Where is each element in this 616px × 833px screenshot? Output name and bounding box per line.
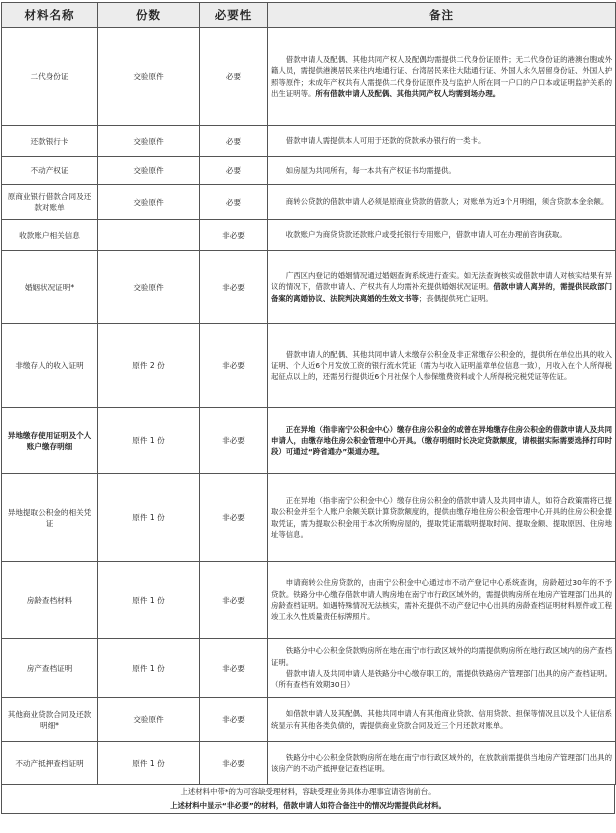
material-note — [268, 562, 616, 639]
material-necessity: 非必要 — [200, 474, 268, 562]
note-paragraph — [271, 424, 612, 458]
material-note — [268, 698, 616, 742]
note-paragraph — [271, 196, 612, 207]
material-qty: 原件 1 份 — [98, 562, 200, 639]
material-note — [268, 28, 616, 126]
table-row — [2, 251, 616, 324]
material-qty: 交验原件 — [98, 28, 200, 126]
material-necessity: 非必要 — [200, 251, 268, 324]
table-row — [2, 324, 616, 408]
material-necessity: 必要 — [200, 28, 268, 126]
table-row — [2, 220, 616, 251]
material-qty: 交验原件 — [98, 185, 200, 220]
material-name: 其他商业贷款合同及还款明细* — [2, 698, 98, 742]
material-qty: 原件 2 份 — [98, 324, 200, 408]
note-text: 申请商转公住房贷款的，由南宁公积金中心通过市不动产登记中心系统查询，房龄超过30年的不予贷款。铁路分中心缴存借款申请人购房地在南宁市行政区域外的，需提供购房所在地房产管理部门出具的房龄查档证明。如遇特殊情况无法核实，需补充提供不动产登记中心出具的房龄查档证明材料原件或工程竣工永久性质量责任标牌照片。 — [271, 578, 612, 622]
table-row — [2, 698, 616, 742]
material-qty: 原件 1 份 — [98, 474, 200, 562]
footer-note-1: 上述材料中带*的为可容缺受理材料，容缺受理业务具体办理事宜请咨询前台。 — [180, 787, 436, 796]
material-name: 不动产权证 — [2, 157, 98, 185]
note-text: 借款申请人及配偶、其他共同产权人及配偶均需提供二代身份证原件；无二代身份证的港澳台胞或外籍人员，需提供港澳居民来往内地通行证、台湾居民来往大陆通行证、外国人永久居留身份证、外国人护照等原件；未成年产权共有人需提供二代身份证原件及与监护人所在同一户口的户口本或证明监护关系的出生证明等。 — [271, 54, 612, 98]
materials-table — [1, 2, 616, 785]
material-qty: 原件 1 份 — [98, 742, 200, 785]
material-name: 房龄查档材料 — [2, 562, 98, 639]
material-note — [268, 742, 616, 785]
note-paragraph — [271, 577, 612, 622]
material-qty: 交验原件 — [98, 251, 200, 324]
note-paragraph — [271, 54, 612, 99]
note-text: 如借款申请人及其配偶、其他共同申请人有其他商业贷款、信用贷款、担保等情况且以及个人征信系统显示有其他各类负债的，需提供商业贷款合同及近三个月还款对账单。 — [271, 709, 612, 730]
material-note — [268, 185, 616, 220]
header-req: 必要性 — [200, 3, 268, 28]
note-text: 收款账户为商贷贷款还款账户或受托银行专用账户，借款申请人可在办理前咨询获取。 — [285, 230, 567, 240]
material-necessity: 必要 — [200, 185, 268, 220]
note-paragraph — [271, 165, 612, 176]
note-text: 如房屋为共同所有，每一本共有产权证书均需提供。 — [285, 165, 456, 175]
table-row — [2, 639, 616, 698]
material-name: 房产查档证明 — [2, 639, 98, 698]
material-necessity: 非必要 — [200, 639, 268, 698]
note-paragraph — [271, 495, 612, 540]
table-row — [2, 742, 616, 785]
material-name: 不动产抵押查档证明 — [2, 742, 98, 785]
material-necessity: 非必要 — [200, 562, 268, 639]
material-necessity: 必要 — [200, 126, 268, 157]
material-note — [268, 639, 616, 698]
note-paragraph — [271, 752, 612, 775]
material-necessity: 非必要 — [200, 324, 268, 408]
material-qty: 交验原件 — [98, 698, 200, 742]
material-note — [268, 126, 616, 157]
note-paragraph — [271, 708, 612, 731]
table-row — [2, 157, 616, 185]
material-name: 婚姻状况证明* — [2, 251, 98, 324]
header-note: 备注 — [268, 3, 616, 28]
note-paragraph — [271, 270, 612, 304]
material-qty: 交验原件 — [98, 157, 200, 185]
header-qty: 份数 — [98, 3, 200, 28]
material-note — [268, 408, 616, 474]
note-text: 商转公贷款的借款申请人必须是原商业贷款的借款人；对账单为近3个月明细，须含贷款本金余额。 — [285, 197, 609, 207]
note-text: 借款申请人的配偶、其他共同申请人未缴存公积金及非正常缴存公积金的，提供所在单位出具的收入证明、个人近6个月发放工资的银行流水凭证（需为与收入证明盖章单位信息一致），月收入在个人所得税起征点以上的，还需另行提供近6个月社保个人参保缴费资料或个人所得税完税凭证等佐证。 — [271, 349, 612, 382]
note-text: ；丧偶提供死亡证明。 — [418, 293, 493, 303]
material-necessity: 非必要 — [200, 742, 268, 785]
material-name: 二代身份证 — [2, 28, 98, 126]
material-name: 非缴存人的收入证明 — [2, 324, 98, 408]
material-note — [268, 474, 616, 562]
note-text: 广西区内登记的婚姻情况通过婚姻查询系统进行查实。如无法查询核实或借款申请人对核实结果有异议的情况下，借款申请人、产权共有人均需补充提供婚姻状况证明。 — [271, 271, 612, 292]
material-necessity: 非必要 — [200, 408, 268, 474]
table-header-row — [2, 3, 616, 28]
table-row — [2, 185, 616, 220]
footer-note-2: 上述材料中显示“非必要”的材料，借款申请人如符合备注中的情况均需提供此材料。 — [170, 801, 446, 810]
material-necessity: 必要 — [200, 157, 268, 185]
note-emphasis: 所有借款申请人及配偶、其他共同产权人均需到场办理。 — [315, 88, 501, 98]
note-paragraph — [271, 229, 612, 240]
table-row — [2, 562, 616, 639]
material-note — [268, 220, 616, 251]
table-row — [2, 408, 616, 474]
material-name: 收款账户相关信息 — [2, 220, 98, 251]
note-text: 借款申请人及共同申请人是铁路分中心缴存职工的，需提供铁路房产管理部门出具的房产查档证明。（所有查档有效期30日） — [271, 669, 612, 690]
material-name: 原商业银行借款合同及还款对账单 — [2, 185, 98, 220]
note-text: 铁路分中心公积金贷款购房所在地在南宁市行政区域外的均需提供购房所在地行政区域内的房产查档证明。 — [271, 646, 612, 667]
note-paragraph — [271, 668, 612, 691]
material-name: 异地提取公积金的相关凭证 — [2, 474, 98, 562]
material-qty — [98, 220, 200, 251]
note-paragraph — [271, 135, 612, 146]
material-note — [268, 251, 616, 324]
header-name: 材料名称 — [2, 3, 98, 28]
material-necessity: 非必要 — [200, 698, 268, 742]
note-emphasis: 正在异地（指非南宁公积金中心）缴存住房公积金的或曾在异地缴存住房公积金的借款申请人及共同申请人，由缴存地住房公积金管理中心开具。（缴存明细时长决定贷款额度，请根据实际需要选择打印时段）可通过“跨省通办”渠道办理。 — [271, 424, 612, 457]
table-row — [2, 28, 616, 126]
material-note — [268, 324, 616, 408]
material-note — [268, 157, 616, 185]
material-qty: 原件 1 份 — [98, 639, 200, 698]
note-emphasis: 借款申请人离异的，需提供民政部门备案的离婚协议、法院判决离婚的生效文书等 — [271, 282, 612, 303]
note-text: 铁路分中心公积金贷款购房所在地在南宁市行政区域外的，在放款前需提供当地房产管理部门出具的该房产的不动产抵押登记查档证明。 — [271, 752, 612, 773]
note-paragraph — [271, 349, 612, 383]
material-qty: 原件 1 份 — [98, 408, 200, 474]
note-paragraph — [271, 645, 612, 668]
table-row — [2, 474, 616, 562]
material-name: 异地缴存使用证明及个人账户缴存明细 — [2, 408, 98, 474]
material-name: 还款银行卡 — [2, 126, 98, 157]
table-body — [2, 28, 616, 785]
material-necessity: 非必要 — [200, 220, 268, 251]
table-row — [2, 126, 616, 157]
material-qty: 交验原件 — [98, 126, 200, 157]
table-footer — [1, 785, 615, 814]
note-text: 正在异地（指非南宁公积金中心）缴存住房公积金的借款申请人及共同申请人，如符合政策需将已提取公积金并至个人账户余额关联计算贷款额度的，提供由缴存地住房公积金管理中心开具的住房公积金提取凭证，需为提取公积金用于本次所购房屋的，提取凭证需载明提取时间、提取金额、提取原因、住房地址等信息。 — [271, 495, 612, 539]
note-text: 借款申请人需提供本人可用于还款的贷款承办银行的一类卡。 — [285, 136, 486, 146]
